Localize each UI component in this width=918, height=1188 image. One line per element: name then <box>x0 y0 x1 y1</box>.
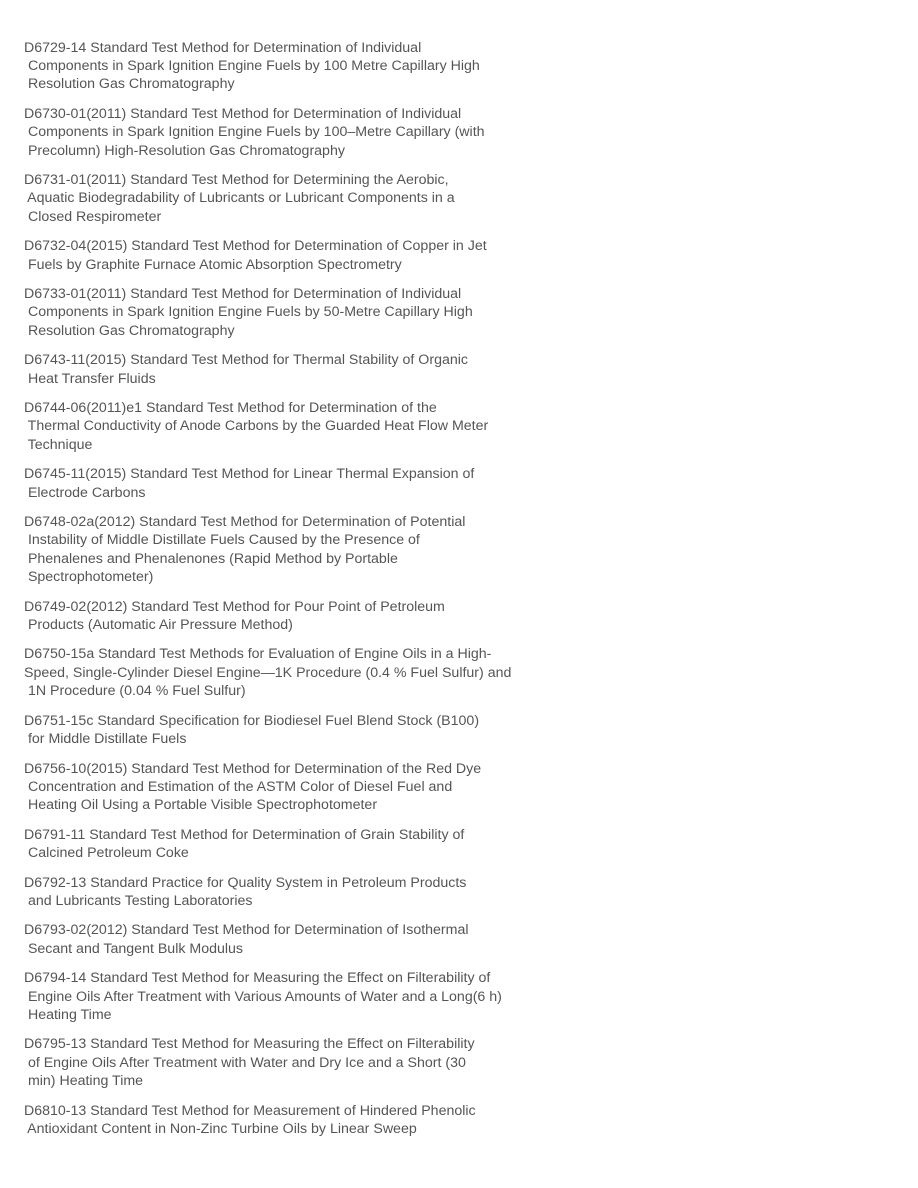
standard-entry <box>24 598 584 634</box>
standard-title-line: D6756-10(2015) Standard Test Method for Determination of the Red Dye <box>24 760 482 777</box>
standard-title-line: D6750-15a Standard Test Methods for Evaluation of Engine Oils in a High- <box>24 646 492 663</box>
standard-title-continuation: Products (Automatic Air Pressure Method) <box>24 616 293 633</box>
standard-title-continuation: Concentration and Estimation of the ASTM Color of Diesel Fuel and <box>24 778 453 795</box>
standard-entry <box>24 513 584 586</box>
standard-title-continuation: Antioxidant Content in Non-Zinc Turbine Oils by Linear Sweep <box>24 1120 417 1137</box>
standard-title-continuation: Closed Respirometer <box>24 208 162 225</box>
standard-entry <box>24 285 584 340</box>
standard-title-continuation: Components in Spark Ignition Engine Fuels by 50-Metre Capillary High <box>24 304 473 321</box>
standard-title-continuation: Precolumn) High-Resolution Gas Chromatography <box>24 142 345 159</box>
standard-title-line: D6810-13 Standard Test Method for Measurement of Hindered Phenolic <box>24 1102 476 1119</box>
standard-entry <box>24 39 584 94</box>
standard-title-line: D6791-11 Standard Test Method for Determination of Grain Stability of <box>24 826 465 843</box>
standard-entry <box>24 171 584 226</box>
standard-title-continuation: Electrode Carbons <box>24 484 146 501</box>
standard-title-continuation: Engine Oils After Treatment with Various Amounts of Water and a Long(6 h) <box>24 988 502 1005</box>
standard-entry <box>24 399 584 454</box>
standard-title-line: D6794-14 Standard Test Method for Measuring the Effect on Filterability of <box>24 970 491 987</box>
standard-title-continuation: min) Heating Time <box>24 1072 144 1089</box>
standard-title-continuation: Resolution Gas Chromatography <box>24 76 235 93</box>
standard-title-continuation: Fuels by Graphite Furnace Atomic Absorption Spectrometry <box>24 256 402 273</box>
standard-title-line: D6729-14 Standard Test Method for Determination of Individual <box>24 40 422 56</box>
standard-title-continuation: Phenalenes and Phenalenones (Rapid Method by Portable <box>24 550 398 567</box>
standard-title-continuation: Heat Transfer Fluids <box>24 370 156 387</box>
standard-entry <box>24 712 584 748</box>
standard-title-line: D6751-15c Standard Specification for Biodiesel Fuel Blend Stock (B100) <box>24 712 480 729</box>
standard-title-continuation: Instability of Middle Distillate Fuels Caused by the Presence of <box>24 532 420 549</box>
standard-entry <box>24 1035 584 1090</box>
standard-entry <box>24 465 584 501</box>
standard-title-continuation: Thermal Conductivity of Anode Carbons by the Guarded Heat Flow Meter <box>24 418 489 435</box>
standard-title-line: D6732-04(2015) Standard Test Method for Determination of Copper in Jet <box>24 238 487 255</box>
standard-entry <box>24 874 584 910</box>
standard-title-continuation: Heating Oil Using a Portable Visible Spectrophotometer <box>24 796 378 813</box>
standard-title-continuation: Technique <box>24 436 93 453</box>
standard-title-continuation: and Lubricants Testing Laboratories <box>24 892 253 909</box>
standard-title-continuation: Heating Time <box>24 1006 112 1023</box>
standard-title-line: D6731-01(2011) Standard Test Method for Determining the Aerobic, <box>24 172 449 189</box>
standard-title-continuation: for Middle Distillate Fuels <box>24 730 187 747</box>
standard-title-continuation: of Engine Oils After Treatment with Water and Dry Ice and a Short (30 <box>24 1054 466 1071</box>
standard-title-continuation: Resolution Gas Chromatography <box>24 322 235 339</box>
standard-entry <box>24 921 584 957</box>
standard-title-line: D6743-11(2015) Standard Test Method for Thermal Stability of Organic <box>24 352 468 369</box>
standard-title-continuation: 1N Procedure (0.04 % Fuel Sulfur) <box>24 682 246 699</box>
standard-title-continuation: Spectrophotometer) <box>24 568 154 585</box>
standards-list <box>24 39 584 1149</box>
standard-title-continuation: Calcined Petroleum Coke <box>24 844 189 861</box>
standard-entry <box>24 969 584 1024</box>
standard-entry <box>24 760 584 815</box>
standard-title-line: D6733-01(2011) Standard Test Method for Determination of Individual <box>24 286 462 303</box>
standard-entry <box>24 351 584 387</box>
standard-entry <box>24 645 584 700</box>
standard-title-line: D6793-02(2012) Standard Test Method for Determination of Isothermal <box>24 922 469 939</box>
standard-entry <box>24 237 584 273</box>
standard-title-line: D6792-13 Standard Practice for Quality System in Petroleum Products <box>24 874 467 891</box>
standard-title-continuation: Aquatic Biodegradability of Lubricants or Lubricant Components in a <box>24 190 455 207</box>
standard-title-continuation: Speed, Single-Cylinder Diesel Engine—1K Procedure (0.4 % Fuel Sulfur) and <box>24 664 512 681</box>
standard-title-continuation: Components in Spark Ignition Engine Fuels by 100 Metre Capillary High <box>24 58 480 75</box>
standard-title-line: D6745-11(2015) Standard Test Method for Linear Thermal Expansion of <box>24 466 475 483</box>
standard-title-line: D6730-01(2011) Standard Test Method for Determination of Individual <box>24 106 462 123</box>
standard-entry <box>24 105 584 160</box>
standard-entry <box>24 826 584 862</box>
standard-title-continuation: Components in Spark Ignition Engine Fuels by 100–Metre Capillary (with <box>24 124 485 141</box>
standard-title-continuation: Secant and Tangent Bulk Modulus <box>24 940 244 957</box>
standard-title-line: D6795-13 Standard Test Method for Measuring the Effect on Filterability <box>24 1036 475 1053</box>
standard-title-line: D6749-02(2012) Standard Test Method for Pour Point of Petroleum <box>24 598 445 615</box>
standard-title-line: D6744-06(2011)e1 Standard Test Method for Determination of the <box>24 400 437 417</box>
standard-entry <box>24 1102 584 1138</box>
standard-title-line: D6748-02a(2012) Standard Test Method for Determination of Potential <box>24 514 466 531</box>
